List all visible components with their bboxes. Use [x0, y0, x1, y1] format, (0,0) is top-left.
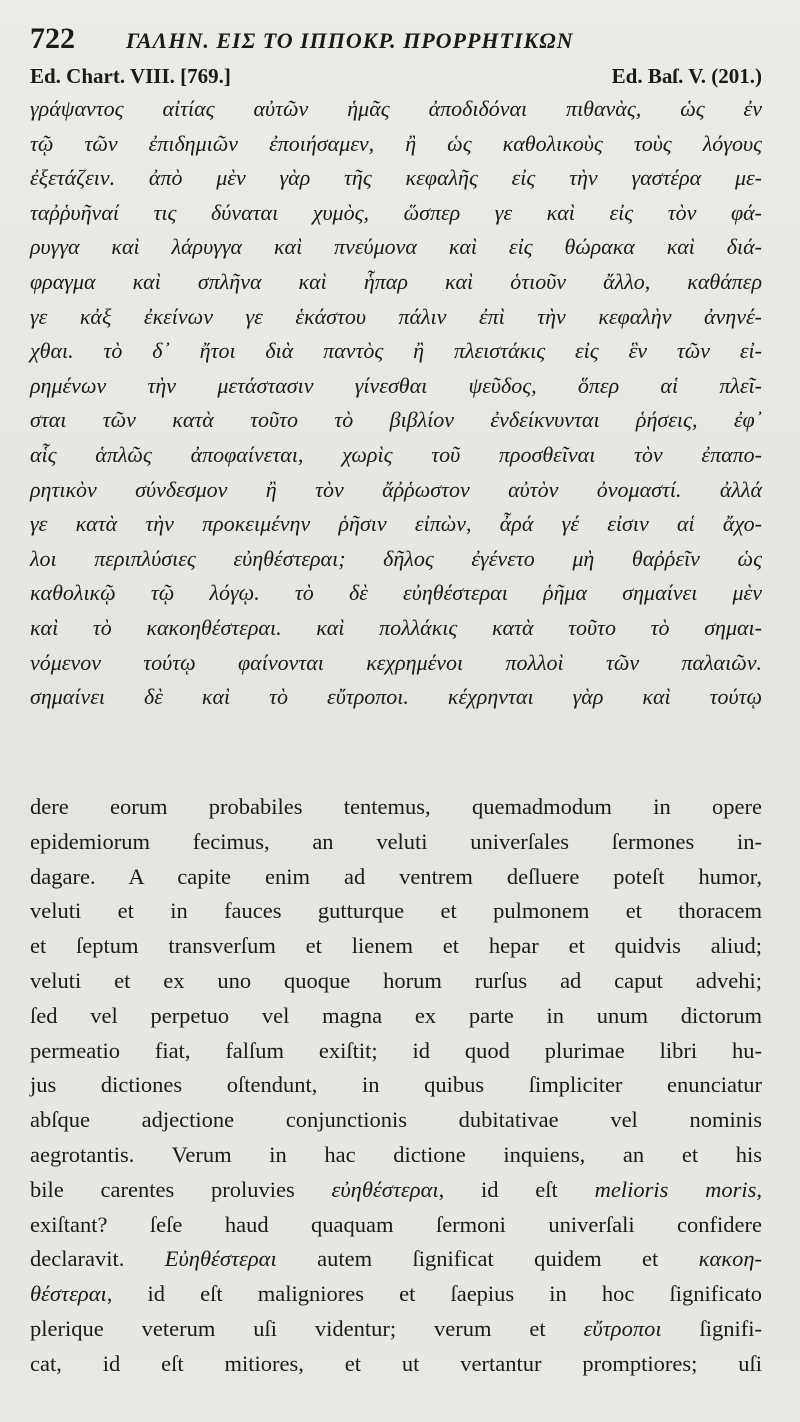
greek-line: καθολικῷ τῷ λόγῳ. τὸ δὲ εὐηθέστεραι ῥῆμα σημαίνει μὲν — [30, 580, 762, 606]
greek-text-block — [30, 92, 762, 715]
greek-line: ρυγγα καὶ λάρυγγα καὶ πνεύμονα καὶ εἰς θώρακα καὶ διά- — [30, 234, 762, 260]
page-header — [30, 22, 762, 56]
edition-left: Ed. Chart. VIII. [769.] — [30, 64, 231, 88]
text-segment: dere eorum probabiles tentemus, quemadmodum in opere — [30, 794, 762, 819]
greek-line: τῷ τῶν ἐπιδημιῶν ἐποιήσαμεν, ἢ ὡς καθολικοὺς τοὺς λόγους — [30, 130, 762, 156]
greek-line: λοι περιπλύσιες εὐηθέστεραι; δῆλος ἐγένετο μὴ θαῤῥεῖν ὡς — [30, 545, 762, 571]
greek-line: καὶ τὸ κακοηθέστεραι. καὶ πολλάκις κατὰ τοῦτο τὸ σημαι- — [30, 614, 762, 640]
italic-segment: εὐηθέστεραι — [331, 1176, 439, 1202]
text-segment: ſed vel perpetuo vel magna ex parte in unum dictorum — [30, 1002, 762, 1028]
text-segment: autem ſignificat quidem et — [276, 1246, 699, 1272]
latin-line — [30, 1312, 762, 1347]
latin-line — [30, 929, 762, 964]
italic-segment: εὔτροποι — [583, 1315, 662, 1341]
edition-right: Ed. Baſ. V. (201.) — [611, 64, 762, 88]
text-segment: , id eſt maligniores et ſaepius in hoc ſignificato — [106, 1281, 762, 1307]
latin-line — [30, 1068, 762, 1103]
text-segment: aegrotantis. Verum in hac dictione inquiens, an et his — [30, 1141, 762, 1167]
latin-line — [30, 825, 762, 860]
text-segment: declaravit. — [30, 1246, 165, 1272]
text-segment: permeatio fiat, falſum exiſtit; id quod plurimae libri hu- — [30, 1037, 762, 1063]
italic-segment: θέστεραι — [30, 1281, 107, 1307]
text-segment: abſque adjectione conjunctionis dubitativae vel nominis — [30, 1107, 762, 1133]
latin-line — [30, 1347, 762, 1382]
latin-line — [30, 1103, 762, 1138]
italic-segment: κακοη- — [698, 1246, 762, 1272]
latin-line — [30, 1034, 762, 1069]
running-head: ΓΑΛΗΝ. ΕΙΣ ΤΟ ΙΠΠΟΚΡ. ΠΡΟΡΡΗΤΙΚΩΝ — [126, 28, 574, 53]
text-segment: , id eſt — [438, 1176, 595, 1202]
text-segment: epidemiorum fecimus, an veluti univerſales ſermones in- — [30, 828, 762, 854]
greek-line: χθαι. τὸ δ᾽ ἤτοι διὰ παντὸς ἢ πλειστάκις εἰς ἓν τῶν εἰ- — [30, 338, 762, 364]
greek-line: ρητικὸν σύνδεσμον ἢ τὸν ἄῤῥωστον αὐτὸν ὀνομαστί. ἀλλά — [30, 476, 762, 502]
page-number: 722 — [30, 22, 75, 55]
text-segment: jus dictiones oſtendunt, in quibus ſimpliciter enunciatur — [30, 1072, 762, 1098]
text-segment: et ſeptum transverſum et lienem et hepar et quidvis aliud; — [30, 933, 762, 959]
greek-line: γε κατὰ τὴν προκειμένην ῥῆσιν εἰπὼν, ἆρά γέ εἰσιν αἱ ἄχο- — [30, 511, 762, 537]
latin-line — [30, 894, 762, 929]
greek-line: ἐξετάζειν. ἀπὸ μὲν γὰρ τῆς κεφαλῆς εἰς τὴν γαστέρα με- — [30, 165, 762, 191]
text-segment: veluti et in fauces gutturque et pulmonem et thoracem — [30, 898, 762, 924]
latin-line — [30, 860, 762, 895]
greek-line: αἷς ἁπλῶς ἀποφαίνεται, χωρὶς τοῦ προσθεῖναι τὸν ἐπαπο- — [30, 441, 762, 467]
edition-line — [30, 64, 762, 89]
italic-segment: melioris moris, — [594, 1176, 762, 1202]
greek-line: φραγμα καὶ σπλῆνα καὶ ἧπαρ καὶ ὁτιοῦν ἄλλο, καθάπερ — [30, 268, 762, 294]
text-segment: dagare. A capite enim ad ventrem deſluere poteſt humor, — [30, 863, 762, 889]
greek-line: ρημένων τὴν μετάστασιν γίνεσθαι ψεῦδος, ὅπερ αἱ πλεῖ- — [30, 372, 762, 398]
italic-segment: Εὐηθέστεραι — [164, 1246, 277, 1272]
text-segment: bile carentes proluvies — [30, 1176, 332, 1202]
latin-text-block — [30, 790, 762, 1382]
greek-line: σημαίνει δὲ καὶ τὸ εὔτροποι. κέχρηνται γὰρ καὶ τούτῳ — [30, 684, 762, 710]
latin-line — [30, 1242, 762, 1277]
greek-line: ταῤῥυῆναί τις δύναται χυμὸς, ὥσπερ γε καὶ εἰς τὸν φά- — [30, 199, 762, 225]
latin-line — [30, 1208, 762, 1243]
latin-line — [30, 999, 762, 1034]
greek-line: σται τῶν κατὰ τοῦτο τὸ βιβλίον ἐνδείκνυνται ῥήσεις, ἐφ᾽ — [30, 407, 762, 433]
greek-line: γε κἀξ ἐκείνων γε ἑκάστου πάλιν ἐπὶ τὴν κεφαλὴν ἀνηνέ- — [30, 303, 762, 329]
text-segment: ſignifi- — [661, 1315, 762, 1341]
text-segment: exiſtant? ſeſe haud quaquam ſermoni univerſali confidere — [30, 1211, 762, 1237]
latin-line — [30, 790, 762, 825]
text-segment: cat, id eſt mitiores, et ut vertantur promptiores; uſi — [30, 1350, 762, 1376]
latin-line — [30, 1173, 762, 1208]
latin-line — [30, 1277, 762, 1312]
latin-line — [30, 964, 762, 999]
text-segment: veluti et ex uno quoque horum rurſus ad caput advehi; — [30, 967, 762, 993]
greek-line: νόμενον τούτῳ φαίνονται κεχρημένοι πολλοὶ τῶν παλαιῶν. — [30, 649, 762, 675]
latin-line — [30, 1138, 762, 1173]
greek-line: γράψαντος αἰτίας αὐτῶν ἡμᾶς ἀποδιδόναι πιθανὰς, ὡς ἐν — [30, 96, 762, 121]
text-segment: plerique veterum uſi videntur; verum et — [30, 1315, 584, 1341]
